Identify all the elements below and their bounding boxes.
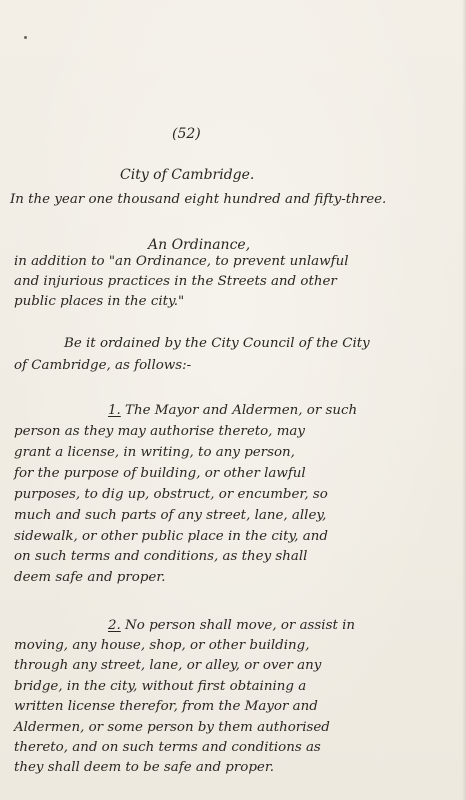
page-edge-shadow [462,0,466,800]
heading-year: In the year one thousand eight hundred and fifty-three. [10,192,387,207]
section-1-line: much and such parts of any street, lane, alley, [14,508,327,523]
section-1-first-line [108,403,357,419]
ordinance-subtitle-line: in addition to "an Ordinance, to prevent unlawful [14,254,349,269]
section-2-first-line [108,618,355,634]
section-2-line: thereto, and on such terms and conditions as [14,740,321,755]
section-2-line: Aldermen, or some person by them authorised [14,720,330,735]
section-2-line: bridge, in the city, without first obtaining a [14,679,307,694]
ordinance-title: An Ordinance, [148,237,251,253]
section-2-line: written license therefor, from the Mayor and [14,699,318,714]
section-1-line: on such terms and conditions, as they shall [14,549,308,564]
enacting-clause-line: of Cambridge, as follows:- [14,358,192,373]
section-1-line: sidewalk, or other public place in the city, and [14,529,328,544]
ink-speck [24,36,27,39]
section-2-line: through any street, lane, or alley, or over any [14,658,322,673]
page-number: (52) [172,126,201,142]
section-1-number: 1. [108,403,121,418]
section-2-text: No person shall move, or assist in [125,618,356,633]
section-1-line: for the purpose of building, or other lawful [14,466,306,481]
section-2-line: moving, any house, shop, or other building, [14,638,310,653]
section-1-line: grant a license, in writing, to any person, [14,445,295,460]
section-2-line: they shall deem to be safe and proper. [14,760,275,775]
section-1-line: purposes, to dig up, obstruct, or encumber, so [14,487,328,502]
section-1-line: person as they may authorise thereto, may [14,424,305,439]
section-1-line: deem safe and proper. [14,570,166,585]
section-1-text: The Mayor and Aldermen, or such [125,403,358,418]
heading-city: City of Cambridge. [120,167,255,183]
ordinance-subtitle-line: and injurious practices in the Streets and other [14,274,337,289]
section-2-number: 2. [108,618,121,633]
enacting-clause-line: Be it ordained by the City Council of the City [64,336,370,351]
ordinance-subtitle-line: public places in the city." [14,294,185,309]
